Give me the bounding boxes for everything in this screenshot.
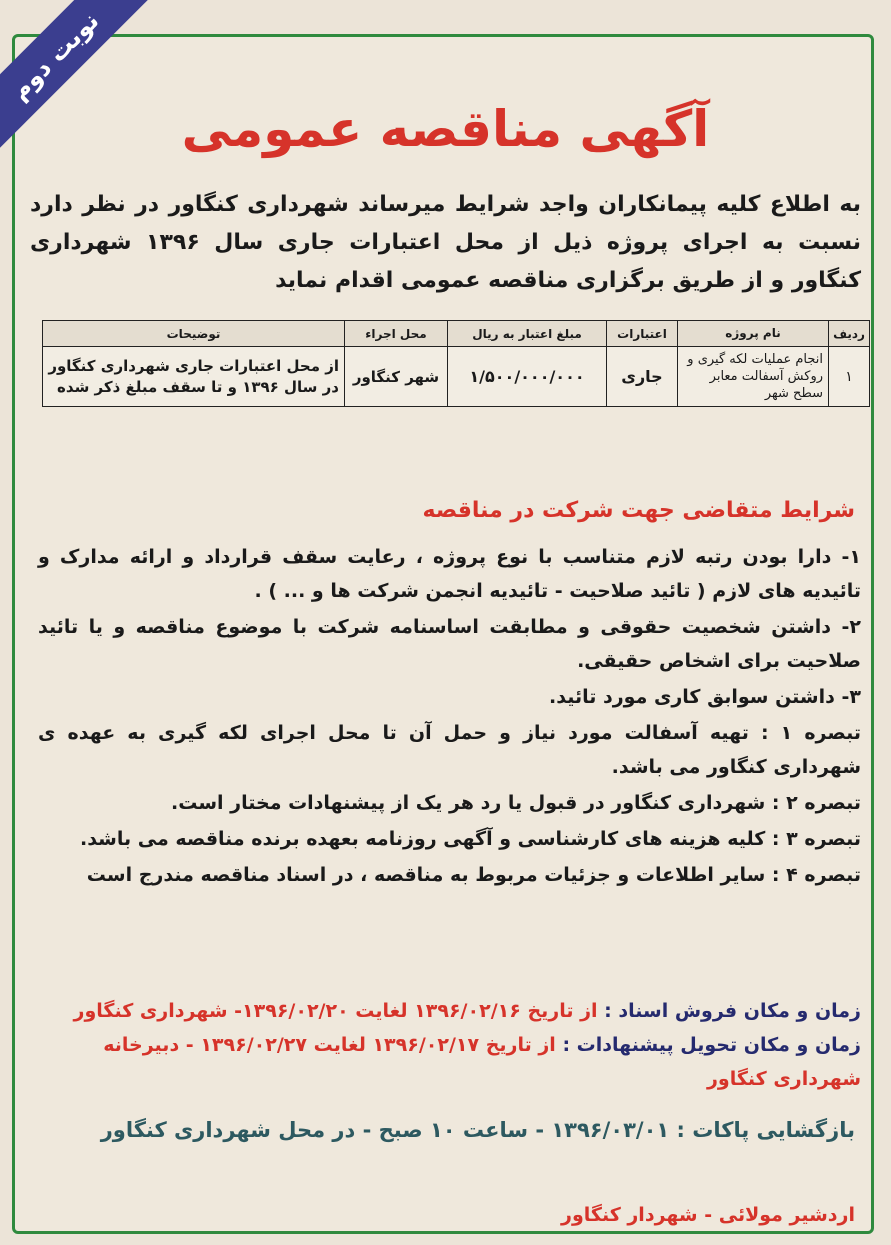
condition-item: ۲- داشتن شخصیت حقوقی و مطابقت اساسنامه شرکت با موضوع مناقصه و یا تائید صلاحیت برای اشخاص حقیقی. (38, 616, 861, 672)
note-item: تبصره ۳ : کلیه هزینه های کارشناسی و آگهی روزنامه بعهده برنده مناقصه می باشد. (79, 828, 861, 850)
condition-item: ۱- دارا بودن رتبه لازم متناسب با نوع پروژه ، رعایت سقف قرارداد و ارائه مدارک و تائیدیه های لازم ( تائید صلاحیت - تائیدیه انجمن شرکت ها و ... ) . (38, 546, 861, 602)
docs-sale-value: از تاریخ ۱۳۹۶/۰۲/۱۶ لغایت ۱۳۹۶/۰۲/۲۰- شهرداری کنگاور (73, 1000, 598, 1022)
cell-description: از محل اعتبارات جاری شهرداری کنگاور در سال ۱۳۹۶ و تا سقف مبلغ ذکر شده (43, 347, 345, 407)
bids-delivery-label: زمان و مکان تحویل پیشنهادات : (562, 1034, 861, 1056)
intro-paragraph: به اطلاع کلیه پیمانکاران واجد شرایط میرساند شهرداری کنگاور در نظر دارد نسبت به اجرای پروژه ذیل از محل اعتبارات جاری سال ۱۳۹۶ شهرداری کنگاور و از طریق برگزاری مناقصه عمومی اقدام نماید (30, 192, 861, 293)
header-place: محل اجراء (345, 321, 448, 347)
note-item: تبصره ۲ : شهرداری کنگاور در قبول یا رد هر یک از پیشنهادات مختار است. (171, 792, 861, 814)
opening-line: بازگشایی پاکات : ۱۳۹۶/۰۳/۰۱ - ساعت ۱۰ صبح - در محل شهرداری کنگاور (100, 1118, 855, 1142)
bids-delivery-value: از تاریخ ۱۳۹۶/۰۲/۱۷ لغایت ۱۳۹۶/۰۲/۲۷ - دبیرخانه شهرداری کنگاور (103, 1034, 861, 1090)
docs-sale-line (30, 994, 861, 1028)
page-title: آگهی مناقصه عمومی (181, 100, 710, 158)
table-header-row (43, 321, 870, 347)
condition-item: ۳- داشتن سوابق کاری مورد تائید. (549, 686, 861, 708)
project-table (42, 320, 870, 407)
schedule-block (30, 994, 861, 1096)
cell-credit: جاری (607, 347, 678, 407)
header-row-number: ردیف (829, 321, 870, 347)
cell-place: شهر کنگاور (345, 347, 448, 407)
cell-row-number: ۱ (829, 347, 870, 407)
docs-sale-label: زمان و مکان فروش اسناد : (604, 1000, 861, 1022)
signature: اردشیر مولائی - شهردار کنگاور (561, 1204, 855, 1226)
header-amount: مبلغ اعتبار به ریال (448, 321, 607, 347)
cell-project-name: انجام عملیات لکه گیری و روکش آسفالت معابر سطح شهر (678, 347, 829, 407)
header-project-name: نام پروژه (678, 321, 829, 347)
note-item: تبصره ۴ : سایر اطلاعات و جزئیات مربوط به مناقصه ، در اسناد مناقصه مندرج است (86, 864, 861, 886)
round-badge: نوبت دوم (0, 0, 155, 156)
header-description: توضیحات (43, 321, 345, 347)
header-credit: اعتبارات (607, 321, 678, 347)
note-item: تبصره ۱ : تهیه آسفالت مورد نیاز و حمل آن تا محل اجرای لکه گیری به عهده ی شهرداری کنگاور می باشد. (38, 722, 861, 778)
conditions-list (38, 540, 861, 894)
conditions-title: شرایط متقاضی جهت شرکت در مناقصه (422, 498, 855, 523)
bids-delivery-line (30, 1028, 861, 1096)
cell-amount: ۱/۵۰۰/۰۰۰/۰۰۰ (448, 347, 607, 407)
table-row (43, 347, 870, 407)
